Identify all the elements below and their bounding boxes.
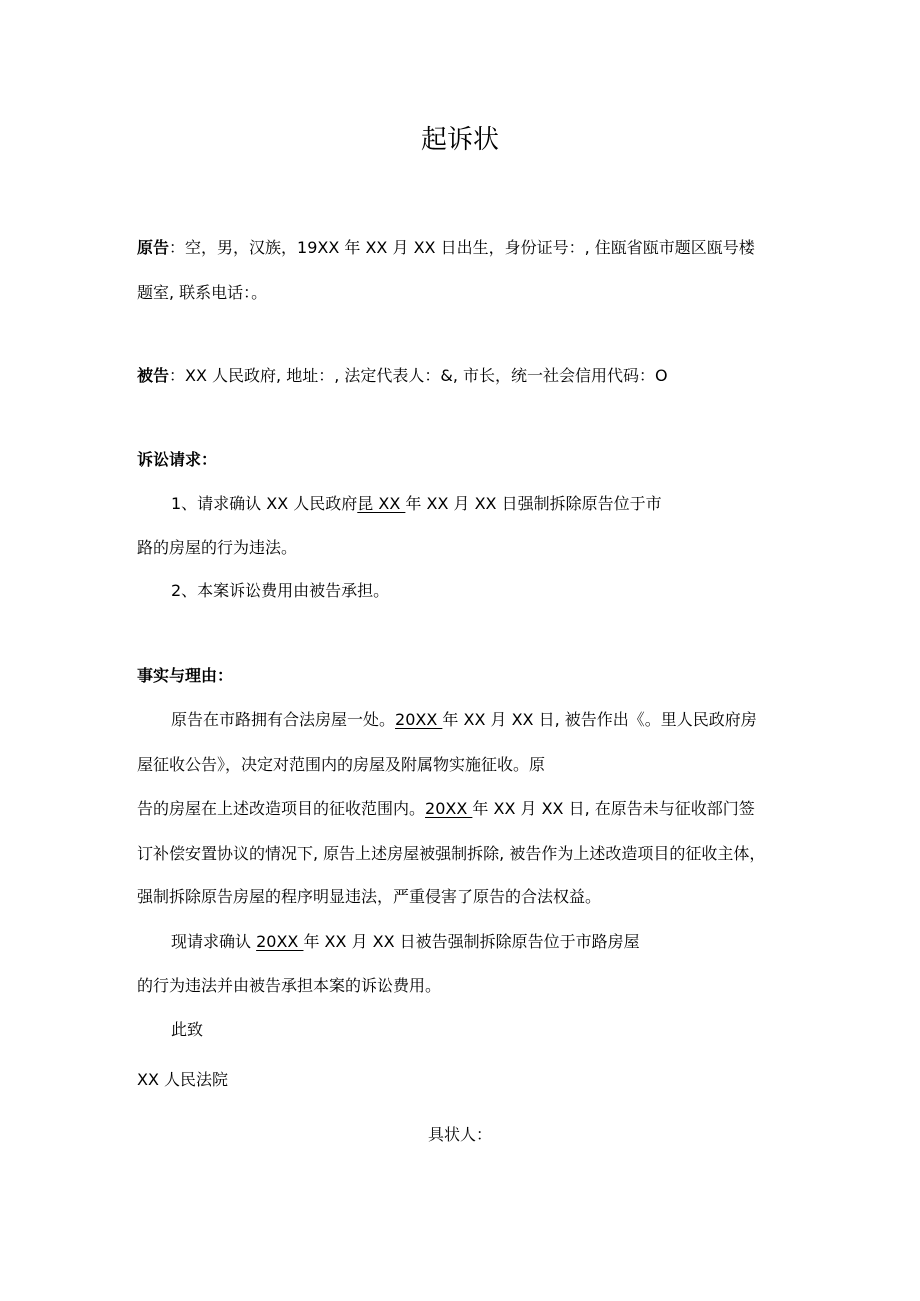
court-name: XX 人民法院 [137,1070,229,1089]
facts-underlined-date: 20XX [395,710,443,729]
signature-label: 具状人： [427,1125,492,1144]
claim-item-2: 2、本案诉讼费用由被告承担。 [171,581,390,600]
salutation: 此致 [171,1020,204,1039]
defendant-info: ：XX 人民政府, 地址：, 法定代表人：&, 市长，统一社会信用代码：O [169,366,668,385]
facts-text-end: 年 XX 月 XX 日, 被告作出《。里人民政府房 [442,710,757,729]
facts-paragraph-1-line-4: 订补偿安置协议的情况下, 原告上述房屋被强制拆除, 被告作为上述改造项目的征收主体， [137,844,766,863]
plaintiff-label: 原告 [137,238,170,257]
facts-paragraph-1-line-2: 屋征收公告》，决定对范围内的房屋及附属物实施征收。原 [137,755,546,774]
plaintiff-info: ：空，男，汉族，19XX 年 XX 月 XX 日出生，身份证号：, 住瓯省瓯市题区瓯号楼 [169,238,755,257]
facts-underlined-date: 20XX [425,799,473,818]
facts-paragraph-2-line-1 [171,932,841,952]
facts-text: 现请求确认 [171,932,257,951]
facts-paragraph-1-line-1 [171,710,841,730]
plaintiff-line-1 [137,238,807,258]
facts-text: 原告在市路拥有合法房屋一处。 [171,710,396,729]
defendant-line [137,366,807,386]
defendant-label: 被告 [137,366,170,385]
facts-underlined-date: 20XX [256,932,304,951]
facts-heading: 事实与理由： [137,666,234,685]
facts-paragraph-2-line-2: 的行为违法并由被告承担本案的诉讼费用。 [137,976,442,995]
plaintiff-line-2: 题室, 联系电话：。 [137,283,268,302]
claim-item-1-underlined: 昆 XX [357,494,406,513]
facts-paragraph-1-line-3 [137,799,807,819]
facts-text-end: 年 XX 月 XX 日, 在原告未与征收部门签 [472,799,755,818]
facts-text: 告的房屋在上述改造项目的征收范围内。 [137,799,426,818]
facts-text-end: 年 XX 月 XX 日被告强制拆除原告位于市路房屋 [303,932,640,951]
facts-paragraph-1-line-5: 强制拆除原告房屋的程序明显违法，严重侵害了原告的合法权益。 [137,887,602,906]
claims-heading: 诉讼请求： [137,450,218,469]
claim-item-1-continued: 路的房屋的行为违法。 [137,538,298,557]
claim-item-1 [171,494,841,514]
document-title: 起诉状 [420,125,499,155]
claim-item-1-text: 1、请求确认 XX 人民政府 [171,494,358,513]
claim-item-1-text-end: 年 XX 月 XX 日强制拆除原告位于市 [405,494,662,513]
